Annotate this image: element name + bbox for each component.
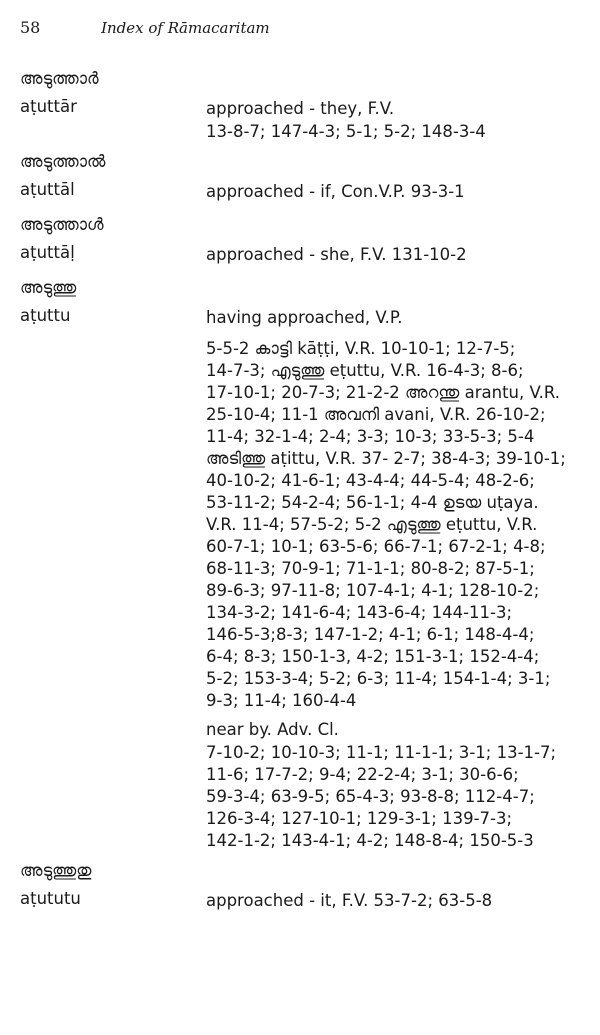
reference-line: 11-4; 32-1-4; 2-4; 3-3; 10-3; 33-5-3; 5-4 [206,427,535,446]
page-header [20,18,270,37]
malayalam-headword: അടുത്താൽ [20,152,106,171]
index-entry [20,275,586,858]
reference-line: 89-6-3; 97-11-8; 107-4-1; 4-1; 128-10-2; [206,581,540,600]
definition-text: approached - if, Con.V.P. 93-3-1 [206,182,465,201]
malayalam-headword: അടുത്താർ [20,69,99,88]
entry-row [20,243,586,275]
definition-block [206,889,586,921]
index-entry [20,149,586,212]
definition-text: approached - they, F.V. [206,99,395,118]
entry-row [20,889,586,921]
transliteration: aṭuttāḷ [20,243,75,262]
entry-row [20,306,586,858]
definition-block [206,180,586,212]
reference-line: 25-10-4; 11-1 അവനി avani, V.R. 26-10-2; [206,405,546,424]
transliteration: aṭuttu [20,306,71,325]
reference-line: 9-3; 11-4; 160-4-4 [206,691,357,710]
reference-line: 126-3-4; 127-10-1; 129-3-1; 139-7-3; [206,809,513,828]
reference-line: 5-2; 153-3-4; 5-2; 6-3; 11-4; 154-1-4; 3-1; [206,669,551,688]
reference-line: V.R. 11-4; 57-5-2; 5-2 എടുത്തു eṭuttu, V.R. [206,515,538,534]
reference-line: 17-10-1; 20-7-3; 21-2-2 അറന്തു arantu, V.R. [206,383,561,402]
reference-line: 5-5-2 കാട്ടി kāṭṭi, V.R. 10-10-1; 12-7-5; [206,339,516,358]
definition-text: approached - she, F.V. 131-10-2 [206,245,467,264]
transliteration: aṭuttār [20,97,77,116]
reference-line: 146-5-3;8-3; 147-1-2; 4-1; 6-1; 148-4-4; [206,625,535,644]
reference-line: 11-6; 17-7-2; 9-4; 22-2-4; 3-1; 30-6-6; [206,765,519,784]
malayalam-headword: അടുത്തു [20,278,77,297]
transliteration: aṭuttāl [20,180,75,199]
definition-text: near by. Adv. Cl. [206,720,339,739]
reference-line: 59-3-4; 63-9-5; 65-4-3; 93-8-8; 112-4-7; [206,787,535,806]
malayalam-headword: അടുത്താൾ [20,215,104,234]
reference-list [206,338,586,712]
page-number: 58 [20,18,41,37]
reference-line: അടിത്തു aṭittu, V.R. 37- 2-7; 38-4-3; 39-10-1; [206,449,566,468]
index-entry [20,66,586,149]
entry-row [20,97,586,149]
index-entries [20,66,586,921]
index-entry [20,858,586,921]
running-title: Index of Rāmacaritam [101,19,270,37]
reference-line: 134-3-2; 141-6-4; 143-6-4; 144-11-3; [206,603,513,622]
reference-line: 60-7-1; 10-1; 63-5-6; 66-7-1; 67-2-1; 4-8; [206,537,546,556]
definition-text: having approached, V.P. [206,308,403,327]
index-entry [20,212,586,275]
reference-line: 53-11-2; 54-2-4; 56-1-1; 4-4 ഉടയ uṭaya. [206,493,539,512]
entry-row [20,180,586,212]
definition-block [206,97,586,149]
definition-text: approached - it, F.V. 53-7-2; 63-5-8 [206,891,493,910]
reference-line: 6-4; 8-3; 150-1-3, 4-2; 151-3-1; 152-4-4; [206,647,540,666]
definition-block [206,243,586,275]
reference-line: 13-8-7; 147-4-3; 5-1; 5-2; 148-3-4 [206,122,486,141]
reference-line: 40-10-2; 41-6-1; 43-4-4; 44-5-4; 48-2-6; [206,471,535,490]
reference-line: 142-1-2; 143-4-1; 4-2; 148-8-4; 150-5-3 [206,831,534,850]
reference-line: 14-7-3; എടുത്തു eṭuttu, V.R. 16-4-3; 8-6; [206,361,524,380]
malayalam-headword: അടുത്തുതു [20,861,92,880]
reference-list [206,742,586,852]
reference-line: 68-11-3; 70-9-1; 71-1-1; 80-8-2; 87-5-1; [206,559,535,578]
transliteration: aṭututu [20,889,81,908]
reference-list [206,121,586,143]
definition-block [206,306,586,858]
reference-line: 7-10-2; 10-10-3; 11-1; 11-1-1; 3-1; 13-1-7; [206,743,557,762]
